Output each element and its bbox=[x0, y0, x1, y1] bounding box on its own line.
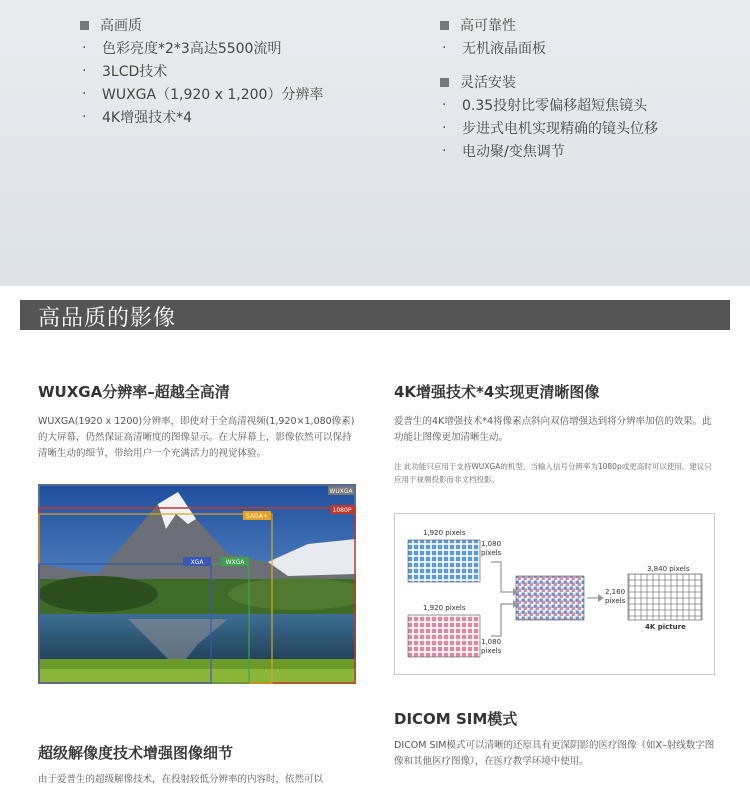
list-item-text: 3LCD技术 bbox=[102, 63, 168, 80]
bottom-height-label: 1,080 pixels bbox=[481, 638, 502, 655]
list-item-text: 0.35投射比零偏移超短焦镜头 bbox=[462, 97, 648, 114]
square-bullet-icon bbox=[440, 78, 449, 87]
reliability-heading-text: 高可靠性 bbox=[460, 18, 516, 34]
wxga-frame-label: WXGA bbox=[225, 559, 245, 566]
wuxga-title: WUXGA分辨率–超越全高清 bbox=[38, 383, 230, 401]
dot-bullet-icon: · bbox=[442, 39, 447, 56]
sxga-frame-label: SXGA+ bbox=[246, 513, 268, 520]
list-item bbox=[440, 139, 658, 162]
list-item bbox=[440, 93, 658, 116]
list-item bbox=[80, 105, 323, 128]
enhance4k-title: 4K增强技术*4实现更清晰图像 bbox=[394, 383, 600, 401]
list-item bbox=[80, 36, 323, 59]
dot-bullet-icon: · bbox=[442, 96, 447, 113]
installation-heading bbox=[440, 71, 658, 93]
quality-features bbox=[80, 14, 323, 128]
list-item bbox=[440, 116, 658, 139]
resolution-comparison-photo bbox=[38, 484, 356, 684]
mountain-photo bbox=[38, 484, 356, 684]
wuxga-body: WUXGA(1920 x 1200)分辨率，即使对于全高清视频(1,920×1,080像素)的大屏幕，仍然保证高清晰度的图像显示。在大屏幕上，影像依然可以保持清晰生动的细节，带给用户一个充满活力的视觉体验。 bbox=[38, 416, 355, 459]
top-width-label: 1,920 pixels bbox=[423, 529, 466, 537]
section-banner bbox=[20, 300, 730, 330]
quality-heading-text: 高画质 bbox=[100, 18, 142, 34]
installation-heading-text: 灵活安装 bbox=[460, 75, 516, 91]
dot-bullet-icon: · bbox=[82, 85, 87, 102]
list-item-text: 4K增强技术*4 bbox=[102, 109, 192, 126]
list-item-text: 步进式电机实现精确的镜头位移 bbox=[462, 120, 658, 137]
banner-title: 高品质的影像 bbox=[38, 306, 177, 331]
output-caption: 4K picture bbox=[645, 623, 686, 631]
output-height-label: 2,160 pixels bbox=[605, 588, 626, 605]
xga-frame-label: XGA bbox=[190, 559, 204, 566]
square-bullet-icon bbox=[440, 21, 449, 30]
features-panel bbox=[0, 0, 750, 286]
square-bullet-icon bbox=[80, 21, 89, 30]
list-item bbox=[80, 59, 323, 82]
quality-heading bbox=[80, 14, 323, 36]
dot-bullet-icon: · bbox=[442, 142, 447, 159]
enhance4k-note: 注 此功能只应用于支持WUXGA的机型，当输入信号分辨率为1080p或更高时可以使用。建议只应用于视频投影而非文档投影。 bbox=[394, 462, 712, 484]
dot-bullet-icon: · bbox=[82, 39, 87, 56]
dot-bullet-icon: · bbox=[82, 62, 87, 79]
dicom-title: DICOM SIM模式 bbox=[394, 710, 518, 728]
list-item bbox=[440, 36, 658, 59]
list-item-text: 无机液晶面板 bbox=[462, 40, 546, 57]
enhance4k-body: 爱普生的4K增强技术*4将像素点斜向双倍增强达到将分辨率加倍的效果。此功能让图像更加清晰生动。 bbox=[394, 416, 712, 443]
dot-bullet-icon: · bbox=[442, 119, 447, 136]
wuxga-frame-label: WUXGA bbox=[329, 488, 353, 495]
bottom-width-label: 1,920 pixels bbox=[423, 604, 466, 612]
list-item-text: WUXGA（1,920 x 1,200）分辨率 bbox=[102, 86, 324, 103]
list-item-text: 色彩亮度*2*3高达5500流明 bbox=[102, 40, 282, 57]
pixel-shift-diagram bbox=[394, 513, 715, 675]
pixel-grid-illustration bbox=[395, 514, 714, 674]
dicom-body: DICOM SIM模式可以清晰的还原具有更深阴影的医疗图像（如X–射线数字图像和其他医疗图像），在医疗教学环境中使用。 bbox=[394, 740, 715, 767]
superres-title: 超级解像度技术增强图像细节 bbox=[38, 744, 234, 762]
dot-bullet-icon: · bbox=[82, 108, 87, 125]
reliability-heading bbox=[440, 14, 658, 36]
list-item-text: 电动聚/变焦调节 bbox=[462, 143, 565, 160]
p1080-frame-label: 1080P bbox=[332, 507, 352, 514]
output-width-label: 3,840 pixels bbox=[647, 565, 690, 573]
list-item bbox=[80, 82, 323, 105]
superres-body: 由于爱普生的超级解像技术，在投射较低分辨率的内容时，依然可以 bbox=[38, 774, 324, 785]
top-height-label: 1,080 pixels bbox=[481, 540, 502, 557]
reliability-features bbox=[440, 14, 658, 162]
